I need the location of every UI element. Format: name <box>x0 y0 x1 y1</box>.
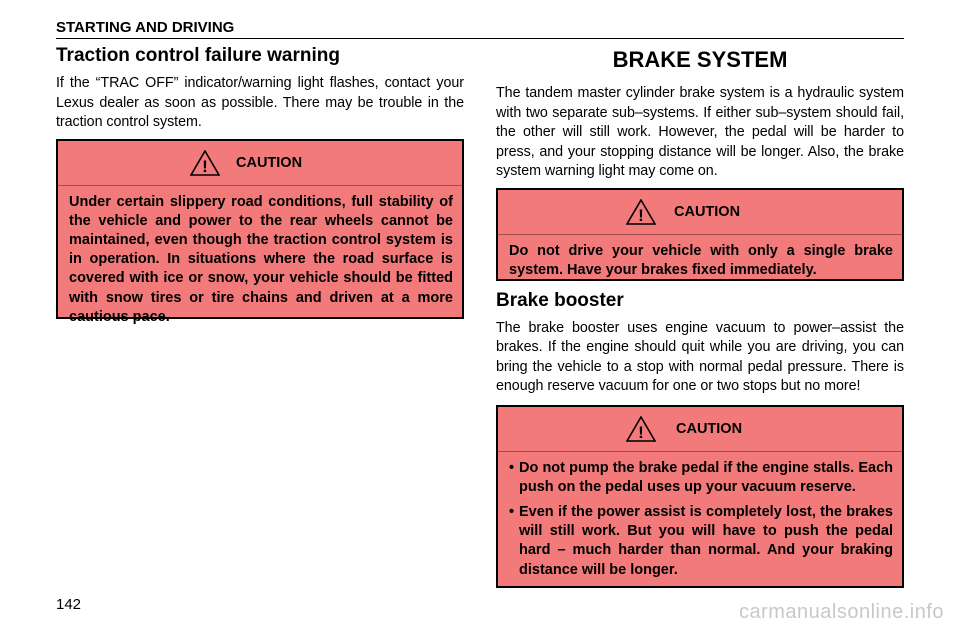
left-column <box>56 44 464 325</box>
svg-text:!: ! <box>638 205 644 225</box>
bullet-dot: • <box>509 503 515 520</box>
caution-header <box>498 190 902 235</box>
bullet-dot: • <box>509 459 515 476</box>
caution-bullet <box>509 459 893 497</box>
brake-system-paragraph: The tandem master cylinder brake system is a hydraulic system with two separate sub–systems. If either sub–system should fail, the other will still work. However, the pedal will be harder to press, and your stopping distance will be longer. Also, the brake system warning light may come on. <box>496 85 904 179</box>
svg-text:!: ! <box>638 422 644 442</box>
traction-failure-paragraph: If the “TRAC OFF” indicator/warning light flashes, contact your Lexus dealer as soon as possible. There may be trouble in the traction control system. <box>56 75 464 130</box>
caution-header <box>498 407 902 452</box>
watermark: carmanualsonline.info <box>738 601 944 623</box>
svg-text:!: ! <box>202 156 208 176</box>
bullet-text: Even if the power assist is completely lost, the brakes will still work. But you will have to push the pedal hard – much harder than normal. And your braking distance will be longer. <box>519 503 893 578</box>
section-header: STARTING AND DRIVING <box>56 18 904 39</box>
right-column <box>496 44 904 588</box>
warning-triangle-icon <box>626 199 656 225</box>
warning-triangle-icon <box>626 416 656 442</box>
traction-failure-heading: Traction control failure warning <box>56 45 340 66</box>
caution-text: Under certain slippery road conditions, full stability of the vehicle and power to the rear wheels cannot be maintained, even though the traction control system is in operation. In situations where the road surface is covered with ice or snow, your vehicle should be fitted with snow tires or tire chains and driven at a more cautious pace. <box>69 193 453 325</box>
brake-booster-paragraph: The brake booster uses engine vacuum to power–assist the brakes. If the engine should quit while you are driving, you can bring the vehicle to a stop with normal pedal pressure. There is enough reserve vacuum for one or two stops but no more! <box>496 319 904 394</box>
bullet-text: Do not pump the brake pedal if the engine stalls. Each push on the pedal uses up your vacuum reserve. <box>519 459 893 495</box>
traction-caution-box <box>56 139 464 325</box>
caution-label: CAUTION <box>236 154 303 171</box>
brake-booster-heading: Brake booster <box>496 289 624 311</box>
brake-caution-box <box>496 188 904 281</box>
caution-label: CAUTION <box>676 420 743 437</box>
caution-text: Do not drive your vehicle with only a single brake system. Have your brakes fixed immediately. <box>509 242 893 278</box>
page-number: 142 <box>56 596 82 613</box>
caution-label: CAUTION <box>674 203 741 220</box>
caution-bullet <box>509 503 893 580</box>
caution-bullets <box>498 452 902 593</box>
warning-triangle-icon <box>190 150 220 176</box>
brake-system-title: BRAKE SYSTEM <box>612 47 788 72</box>
caution-header <box>58 141 462 186</box>
booster-caution-box <box>496 405 904 588</box>
